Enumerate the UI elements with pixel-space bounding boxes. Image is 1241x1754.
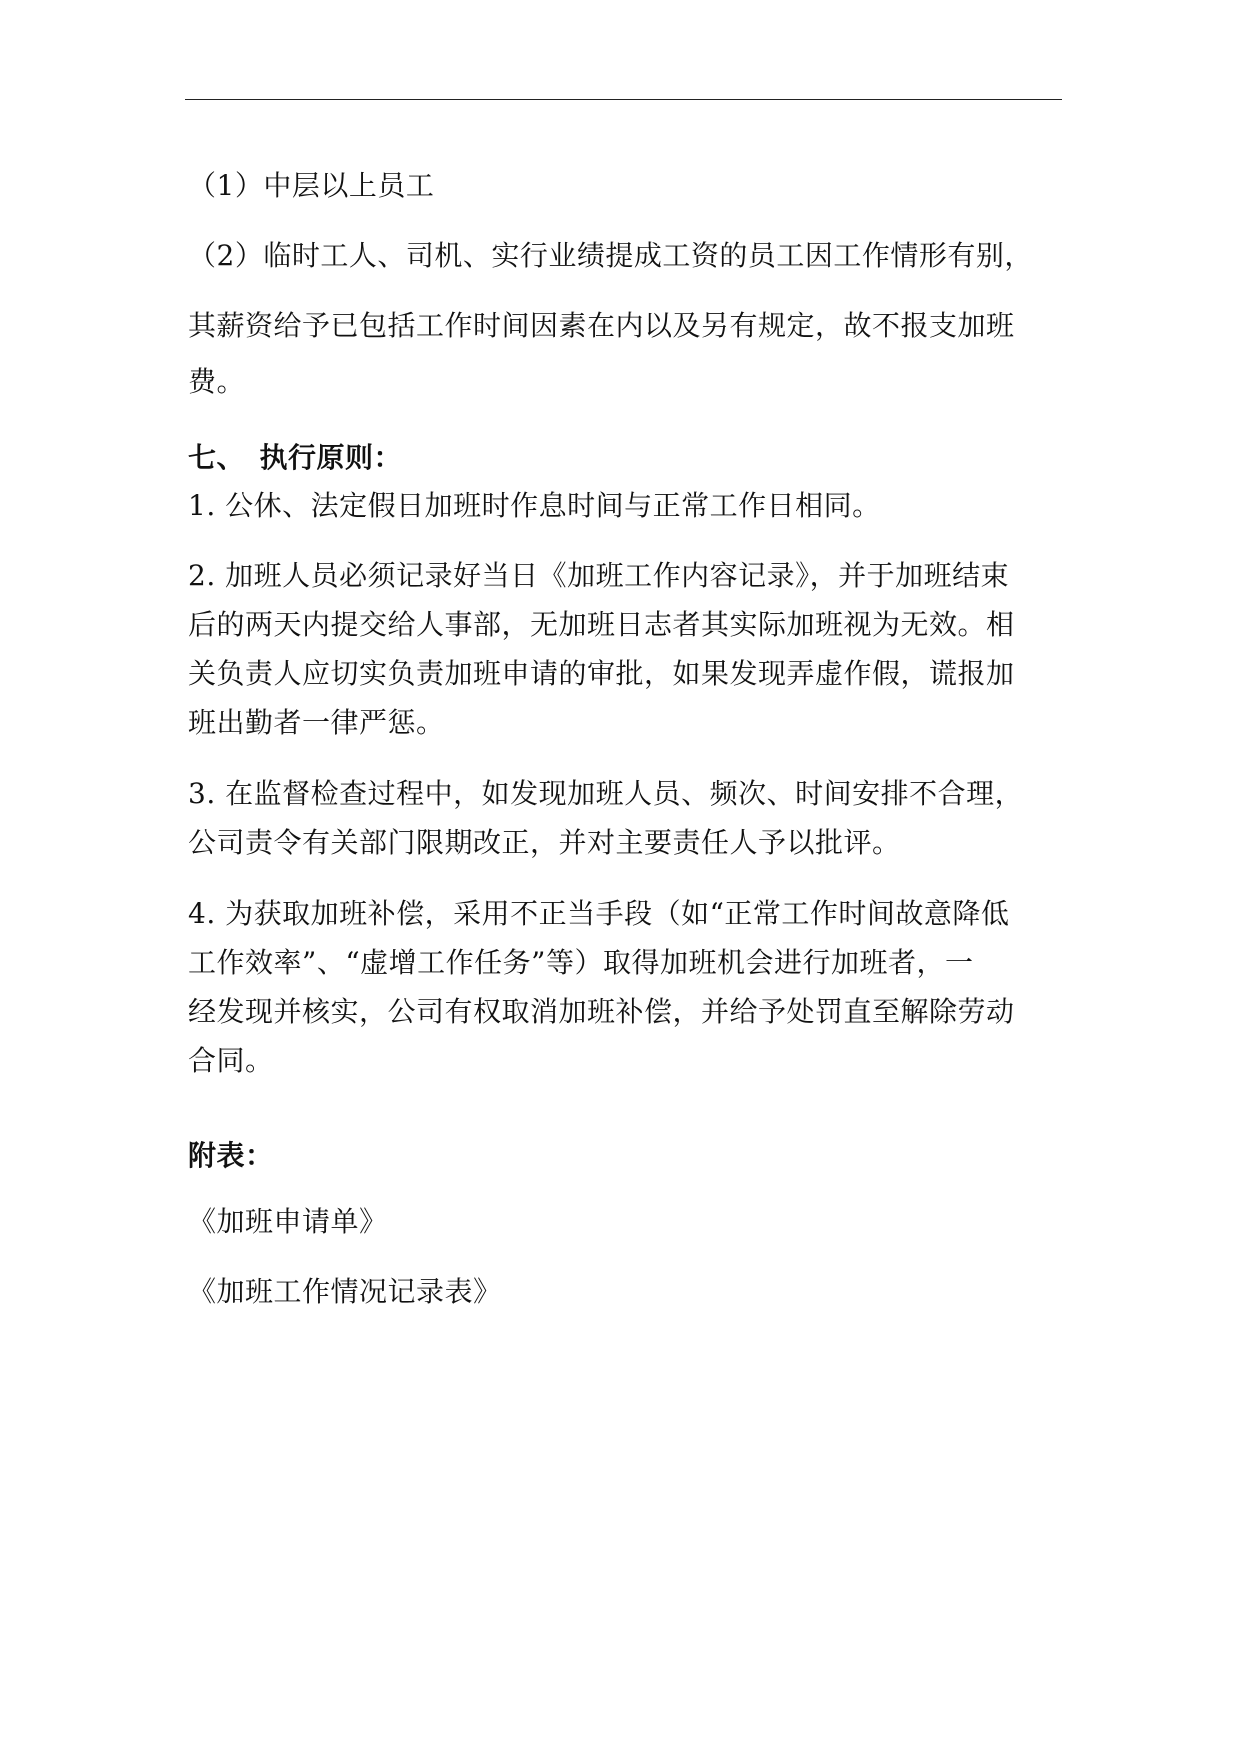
section-seven-heading: 七、 执行原则：	[188, 441, 403, 474]
principle-4-line-3: 经发现并核实，公司有权取消加班补偿，并给予处罚直至解除劳动	[188, 995, 1015, 1028]
principle-4-line-4: 合同。	[188, 1044, 274, 1077]
appendix-heading: 附表：	[188, 1139, 274, 1172]
principle-4-line-2: 工作效率”、“虚增工作任务”等）取得加班机会进行加班者，一	[188, 946, 974, 979]
appendix-item-1: 《加班申请单》	[188, 1205, 388, 1238]
principle-2-line-1: 2. 加班人员必须记录好当日《加班工作内容记录》，并于加班结束	[188, 559, 1010, 592]
principle-1-line-1: 1. 公休、法定假日加班时作息时间与正常工作日相同。	[188, 489, 881, 522]
principle-2-line-4: 班出勤者一律严惩。	[188, 706, 445, 739]
exempt-item-2-line-3: 费。	[188, 365, 246, 398]
exempt-item-1: （1）中层以上员工	[188, 169, 435, 202]
principle-3-line-2: 公司责令有关部门限期改正，并对主要责任人予以批评。	[188, 826, 901, 859]
header-rule	[185, 99, 1062, 100]
principle-3-line-1: 3. 在监督检查过程中，如发现加班人员、频次、时间安排不合理，	[188, 777, 1024, 810]
appendix-item-2: 《加班工作情况记录表》	[188, 1275, 502, 1308]
exempt-item-2-line-2: 其薪资给予已包括工作时间因素在内以及另有规定，故不报支加班	[188, 309, 1015, 342]
principle-4-line-1: 4. 为获取加班补偿，采用不正当手段（如“正常工作时间故意降低	[188, 897, 1010, 930]
exempt-item-2-line-1: （2）临时工人、司机、实行业绩提成工资的员工因工作情形有别，	[188, 239, 1033, 272]
principle-2-line-3: 关负责人应切实负责加班申请的审批，如果发现弄虚作假，谎报加	[188, 657, 1015, 690]
principle-2-line-2: 后的两天内提交给人事部，无加班日志者其实际加班视为无效。相	[188, 608, 1015, 641]
